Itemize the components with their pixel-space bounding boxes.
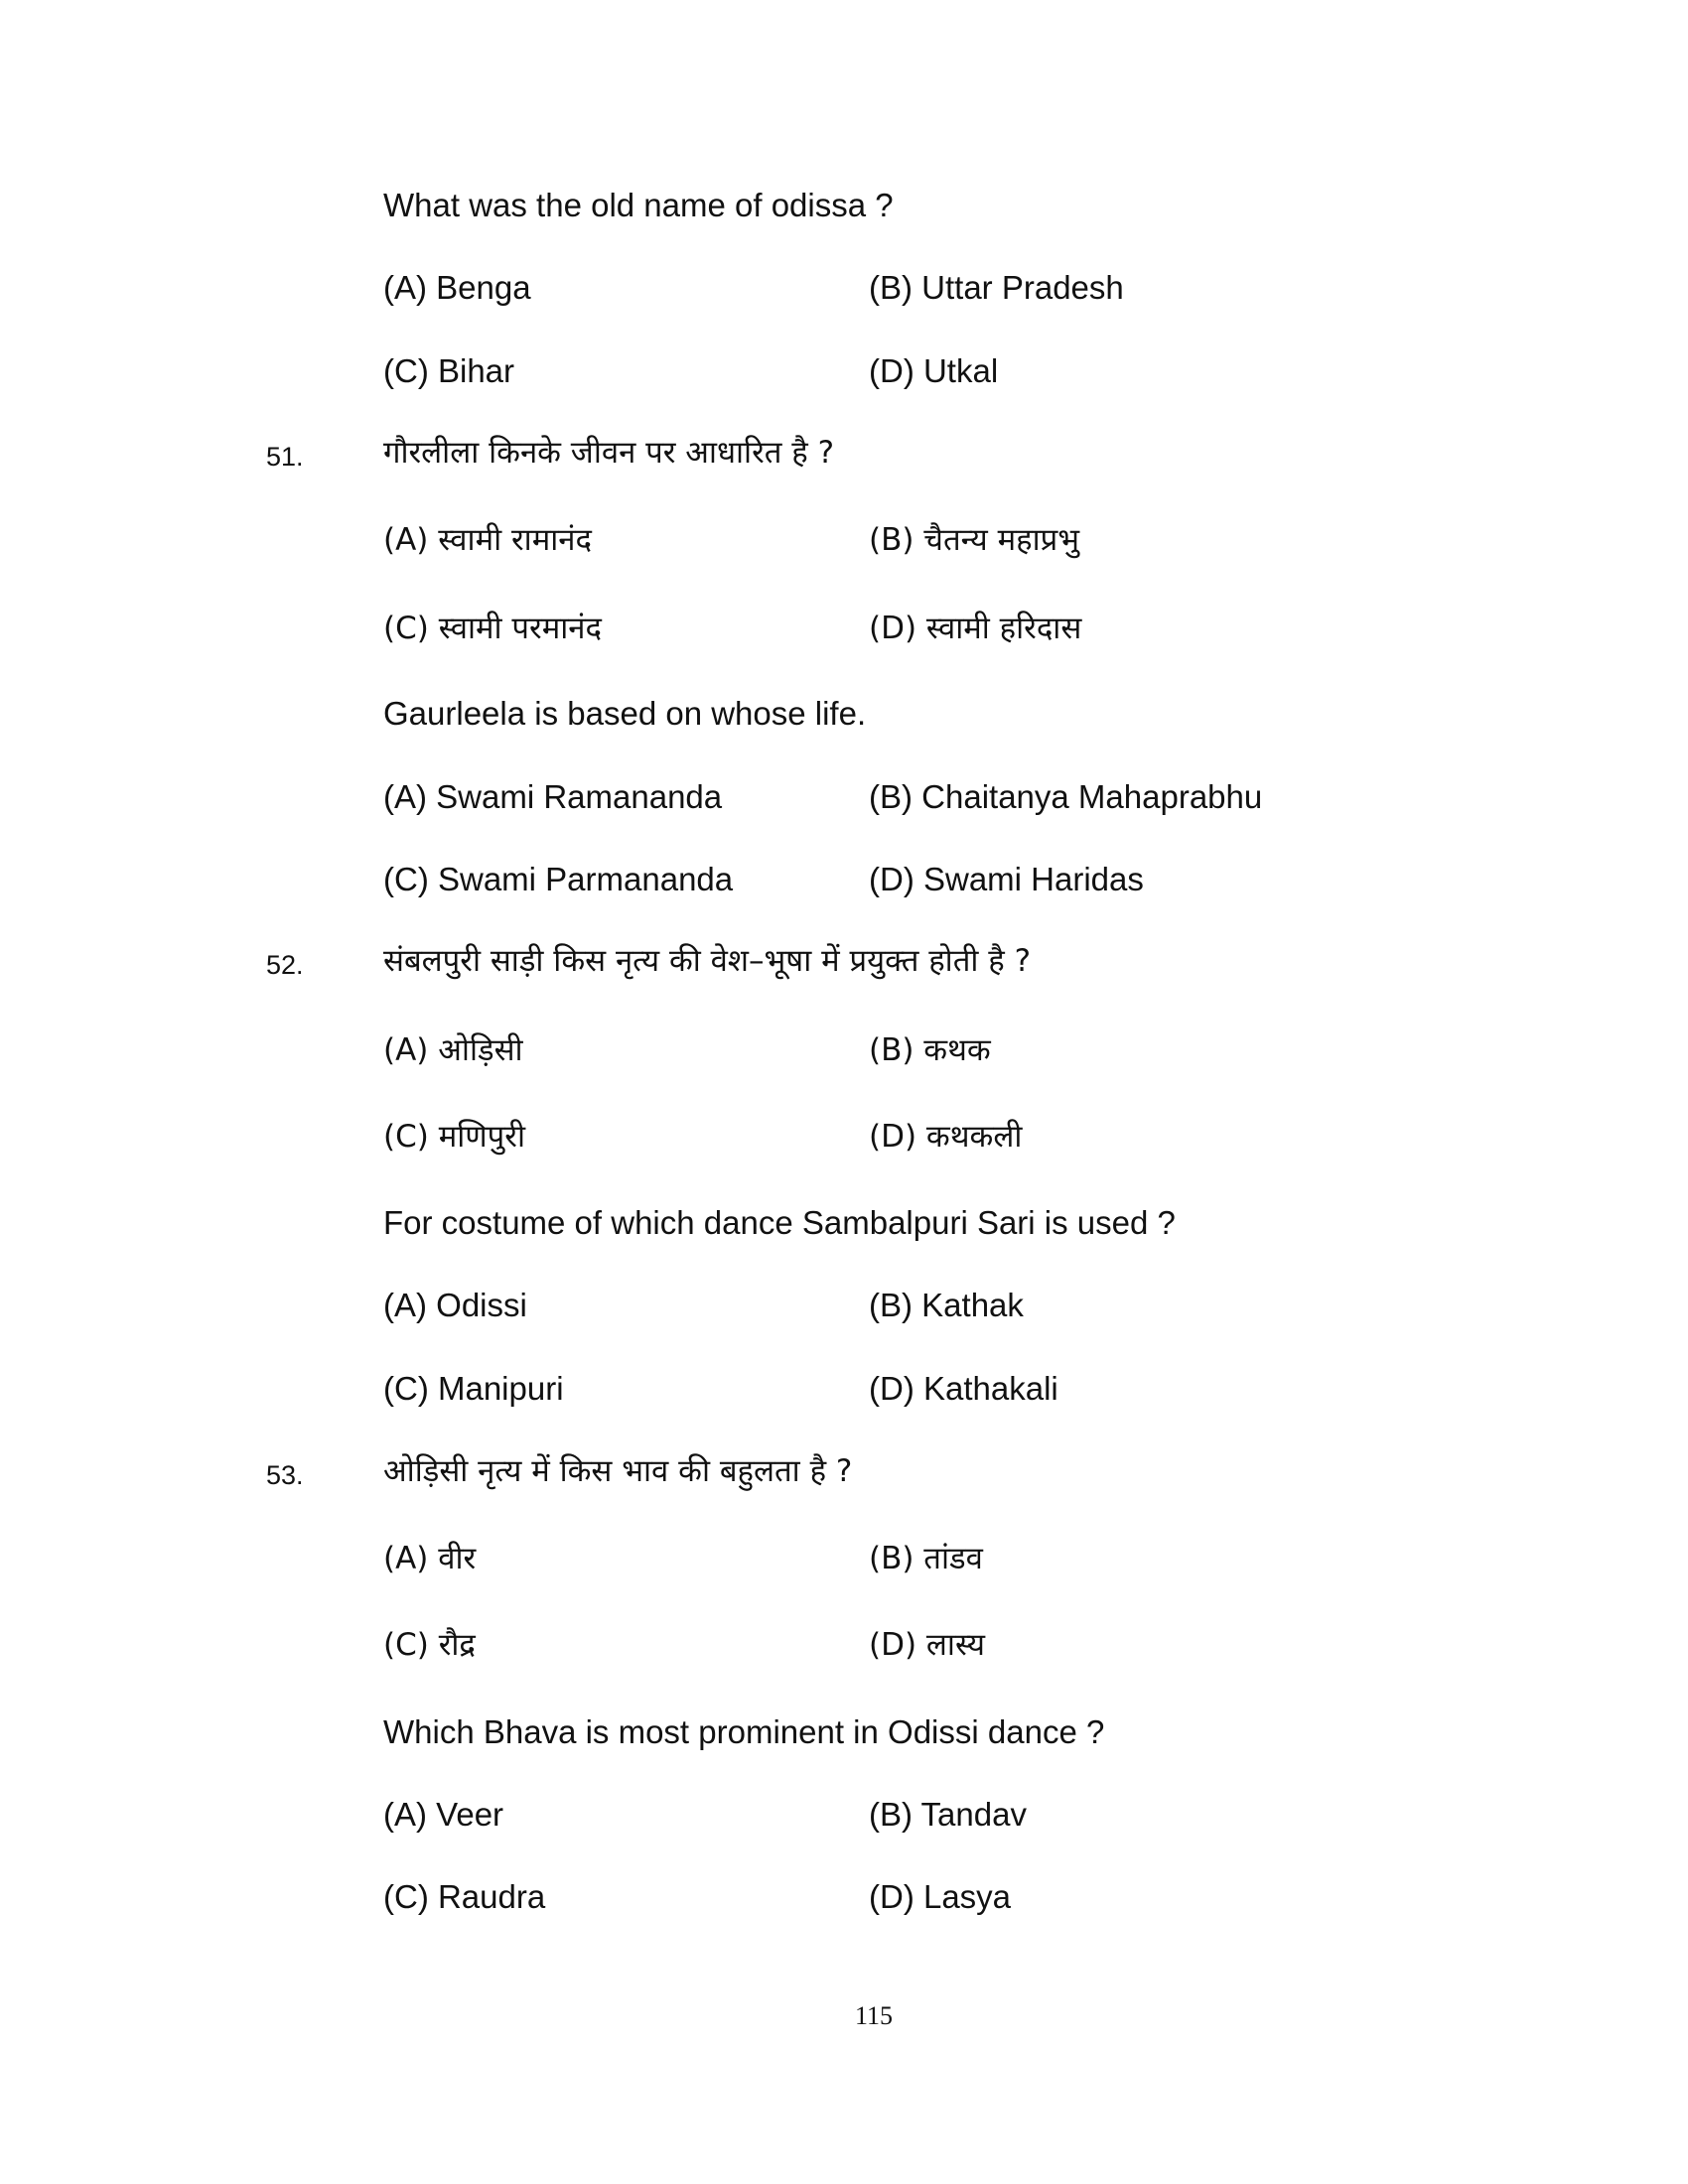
option-b: (B) तांडव bbox=[869, 1541, 983, 1576]
question-number: 51. bbox=[266, 442, 304, 472]
option-c: (C) Bihar bbox=[383, 352, 515, 389]
option-c: (C) Manipuri bbox=[383, 1370, 564, 1407]
option-a: (A) स्वामी रामानंद bbox=[383, 522, 592, 558]
option-c: (C) Swami Parmananda bbox=[383, 861, 734, 897]
option-d: (D) Lasya bbox=[869, 1878, 1012, 1915]
question-text: Gaurleela is based on whose life. bbox=[383, 695, 867, 732]
question-text: गौरलीला किनके जीवन पर आधारित है ? bbox=[383, 435, 835, 471]
option-b: (B) Chaitanya Mahaprabhu bbox=[869, 778, 1263, 815]
option-a: (A) Benga bbox=[383, 269, 531, 306]
option-b: (B) कथक bbox=[869, 1032, 991, 1068]
question-text: संबलपुरी साड़ी किस नृत्य की वेश–भूषा में प्रयुक्त होती है ? bbox=[383, 943, 1032, 979]
option-d: (D) कथकली bbox=[869, 1119, 1023, 1155]
option-d: (D) स्वामी हरिदास bbox=[869, 611, 1082, 646]
option-d: (D) Utkal bbox=[869, 352, 999, 389]
question-text: Which Bhava is most prominent in Odissi dance ? bbox=[383, 1713, 1105, 1750]
option-d: (D) Kathakali bbox=[869, 1370, 1058, 1407]
option-a: (A) Veer bbox=[383, 1796, 504, 1833]
option-c: (C) मणिपुरी bbox=[383, 1119, 525, 1155]
question-text: For costume of which dance Sambalpuri Sari is used ? bbox=[383, 1204, 1176, 1241]
page-number: 115 bbox=[854, 2001, 894, 2030]
question-number: 52. bbox=[266, 950, 304, 980]
option-b: (B) चैतन्य महाप्रभु bbox=[869, 522, 1080, 558]
option-b: (B) Uttar Pradesh bbox=[869, 269, 1124, 306]
option-a: (A) Swami Ramananda bbox=[383, 778, 723, 815]
option-c: (C) रौद्र bbox=[383, 1627, 476, 1663]
option-a: (A) वीर bbox=[383, 1541, 477, 1576]
option-a: (A) ओड़िसी bbox=[383, 1032, 523, 1068]
option-d: (D) लास्य bbox=[869, 1627, 985, 1663]
option-c: (C) Raudra bbox=[383, 1878, 546, 1915]
option-b: (B) Kathak bbox=[869, 1287, 1024, 1323]
option-a: (A) Odissi bbox=[383, 1287, 527, 1323]
option-b: (B) Tandav bbox=[869, 1796, 1027, 1833]
option-c: (C) स्वामी परमानंद bbox=[383, 611, 602, 646]
question-number: 53. bbox=[266, 1460, 304, 1490]
question-text: ओड़िसी नृत्य में किस भाव की बहुलता है ? bbox=[383, 1453, 853, 1489]
option-d: (D) Swami Haridas bbox=[869, 861, 1144, 897]
question-text: What was the old name of odissa ? bbox=[383, 187, 894, 223]
